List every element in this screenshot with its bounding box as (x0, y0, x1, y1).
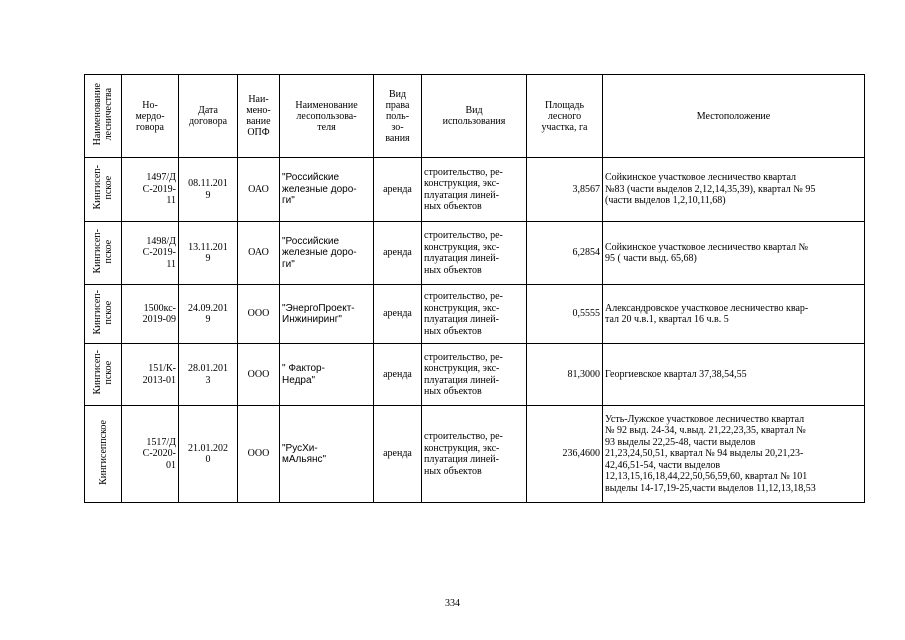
cell-usage-type: строительство, ре- конструкция, экс- плуатация линей- ных объектов (422, 406, 527, 503)
cell-contract-date: 13.11.201 9 (179, 222, 238, 285)
cell-opf: ООО (238, 285, 280, 344)
cell-contract-date: 24.09.201 9 (179, 285, 238, 344)
cell-opf: ООО (238, 344, 280, 406)
cell-contract-number: 1500кс- 2019-09 (122, 285, 179, 344)
cell-contract-number: 1497/Д С-2019- 11 (122, 158, 179, 222)
cell-area: 236,4600 (527, 406, 603, 503)
cell-forestry: Кингисеппское (85, 406, 122, 503)
table-row (85, 158, 865, 222)
cell-forestry: Кингисеп- пское (85, 285, 122, 344)
cell-contract-number: 151/К- 2013-01 (122, 344, 179, 406)
cell-contract-date: 08.11.201 9 (179, 158, 238, 222)
cell-forestry: Кингисеп- пское (85, 344, 122, 406)
header-contract-date: Дата договора (179, 75, 238, 158)
cell-contract-number: 1498/Д С-2019- 11 (122, 222, 179, 285)
header-right-type: Вид права поль- зо- вания (374, 75, 422, 158)
cell-forestry: Кингисеп- пское (85, 158, 122, 222)
header-opf: Наи- мено- вание ОПФ (238, 75, 280, 158)
cell-contract-date: 28.01.201 3 (179, 344, 238, 406)
table-row (85, 406, 865, 503)
cell-forest-user: "Российские железные доро- ги" (280, 158, 374, 222)
page-number: 334 (445, 598, 460, 609)
header-row (85, 75, 865, 158)
cell-forest-user: "Российские железные доро- ги" (280, 222, 374, 285)
cell-location: Сойкинское участковое лесничество квартал №83 (части выделов 2,12,14,35,39), квартал № 95 (части выделов 1,2,10,11,68) (603, 158, 865, 222)
cell-right-type: аренда (374, 406, 422, 503)
cell-forest-user: " Фактор- Недра" (280, 344, 374, 406)
header-area: Площадь лесного участка, га (527, 75, 603, 158)
cell-contract-date: 21.01.202 0 (179, 406, 238, 503)
cell-usage-type: строительство, ре- конструкция, экс- плуатация линей- ных объектов (422, 285, 527, 344)
cell-location: Усть-Лужское участковое лесничество квартал № 92 выд. 24-34, ч.выд. 21,22,23,35, квартал № 93 выделы 22,25-48, части выделов 21,23,24,50,51, квартал № 94 выделы 20,21,23- 42,46,51-54, части выделов 12,13,15,16,18,44,22,50,56,59,60, квартал № 101 выделы 14-17,19-25,части выделов 11,12,13,18,53 (603, 406, 865, 503)
header-usage-type: Вид использования (422, 75, 527, 158)
cell-area: 81,3000 (527, 344, 603, 406)
cell-right-type: аренда (374, 285, 422, 344)
header-location: Местоположение (603, 75, 865, 158)
cell-location: Георгиевское квартал 37,38,54,55 (603, 344, 865, 406)
forest-lease-table (84, 74, 865, 503)
cell-opf: ОАО (238, 158, 280, 222)
cell-opf: ООО (238, 406, 280, 503)
cell-forest-user: "ЭнергоПроект- Инжиниринг" (280, 285, 374, 344)
cell-usage-type: строительство, ре- конструкция, экс- плуатация линей- ных объектов (422, 222, 527, 285)
cell-forestry: Кингисеп- пское (85, 222, 122, 285)
cell-opf: ОАО (238, 222, 280, 285)
cell-right-type: аренда (374, 158, 422, 222)
table-row (85, 222, 865, 285)
table-row (85, 344, 865, 406)
header-forest-user: Наименование лесопользова- теля (280, 75, 374, 158)
cell-right-type: аренда (374, 344, 422, 406)
header-forestry: Наименование лесничества (85, 75, 122, 158)
header-contract-number: Но- мердо- говора (122, 75, 179, 158)
cell-contract-number: 1517/Д С-2020- 01 (122, 406, 179, 503)
cell-forest-user: "РусХи- мАльянс" (280, 406, 374, 503)
cell-area: 6,2854 (527, 222, 603, 285)
cell-right-type: аренда (374, 222, 422, 285)
cell-usage-type: строительство, ре- конструкция, экс- плуатация линей- ных объектов (422, 158, 527, 222)
cell-area: 0,5555 (527, 285, 603, 344)
cell-usage-type: строительство, ре- конструкция, экс- плуатация линей- ных объектов (422, 344, 527, 406)
cell-area: 3,8567 (527, 158, 603, 222)
cell-location: Сойкинское участковое лесничество квартал № 95 ( части выд. 65,68) (603, 222, 865, 285)
cell-location: Александровское участковое лесничество квар- тал 20 ч.в.1, квартал 16 ч.в. 5 (603, 285, 865, 344)
table-row (85, 285, 865, 344)
